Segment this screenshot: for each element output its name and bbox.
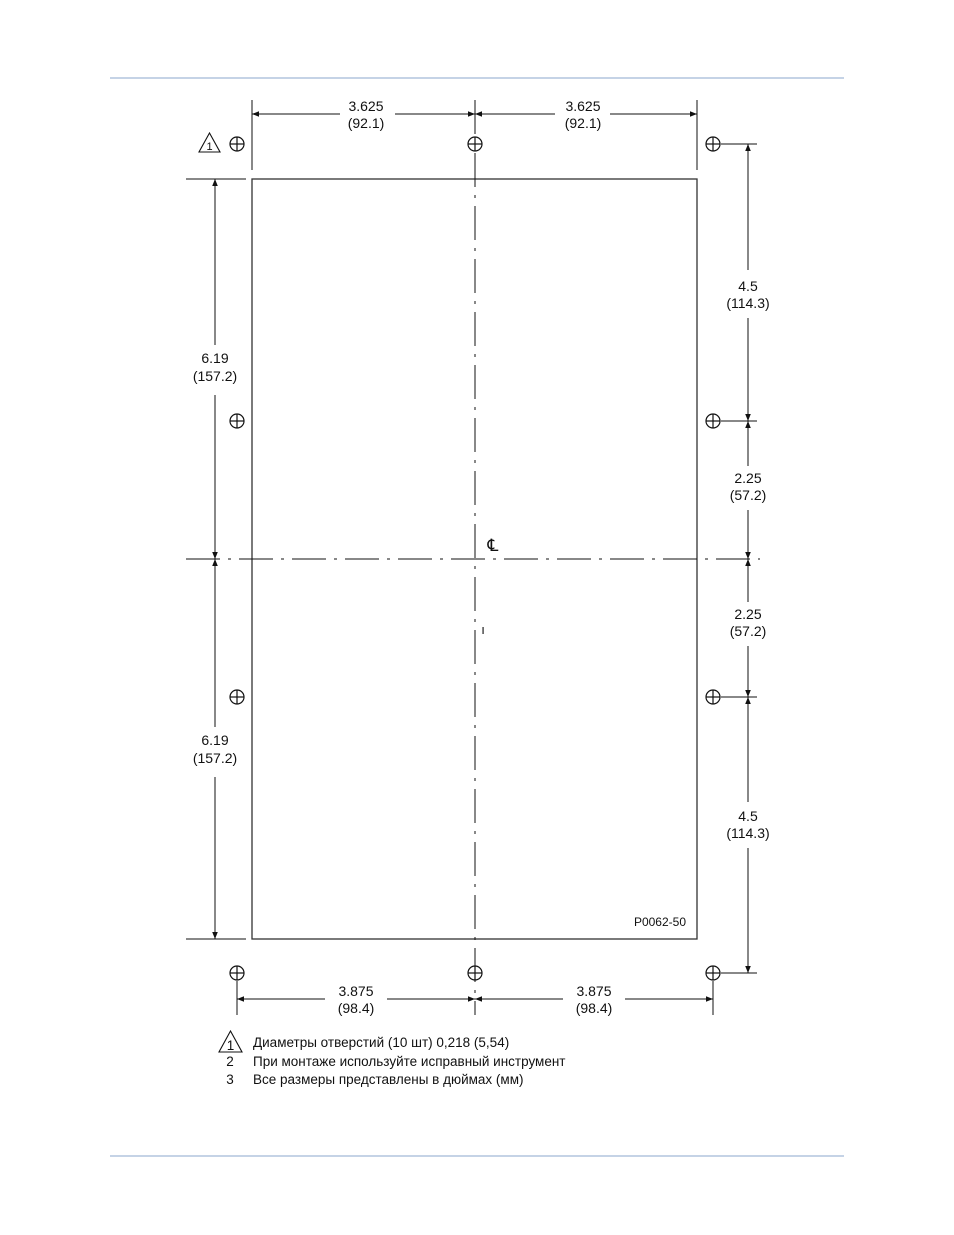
hole-marker-icon (468, 966, 482, 980)
centerline-tick: ı (481, 622, 485, 637)
note-marker-2: 2 (226, 1054, 234, 1069)
dim-bottom-right-mm: (98.4) (575, 1000, 613, 1016)
dim-left-upper-mm: (157.2) (192, 368, 238, 384)
hole-marker-icon (230, 137, 244, 151)
dim-left-lower-mm: (157.2) (192, 750, 238, 766)
dim-top-right-in: 3.625 (565, 98, 601, 114)
dim-top-left-mm: (92.1) (347, 115, 385, 131)
dim-left-lower-in: 6.19 (201, 732, 229, 748)
hole-marker-icon (706, 414, 720, 428)
dim-top-left-in: 3.625 (348, 98, 384, 114)
note-marker-1: 1 (226, 1038, 235, 1053)
dim-right-3-in: 2.25 (734, 606, 762, 622)
dim-bottom-left-in: 3.875 (338, 983, 374, 999)
dim-right-2-in: 2.25 (734, 470, 762, 486)
dim-right-1-in: 4.5 (738, 278, 758, 294)
dim-top-right-mm: (92.1) (564, 115, 602, 131)
hole-marker-icon (230, 966, 244, 980)
hole-marker-icon (230, 414, 244, 428)
note-text-3: Все размеры представлены в дюймах (мм) (253, 1072, 524, 1087)
svg-text:1: 1 (206, 141, 213, 153)
hole-marker-icon (706, 966, 720, 980)
dim-bottom-left-mm: (98.4) (337, 1000, 375, 1016)
note-text-1: Диаметры отверстий (10 шт) 0,218 (5,54) (253, 1035, 510, 1050)
hole-marker-icon (230, 690, 244, 704)
hole-marker-icon (706, 690, 720, 704)
hole-marker-icon (706, 137, 720, 151)
note-marker-3: 3 (226, 1072, 234, 1087)
dim-right-3-mm: (57.2) (729, 623, 767, 639)
note-1-triangle-icon (199, 133, 220, 153)
note-text-2: При монтаже используйте исправный инструмент (253, 1054, 566, 1069)
dim-right-4-in: 4.5 (738, 808, 758, 824)
dim-right-2-mm: (57.2) (729, 487, 767, 503)
dim-right-1-mm: (114.3) (726, 295, 770, 311)
dim-right-4-mm: (114.3) (726, 825, 770, 841)
dim-left-upper-in: 6.19 (201, 350, 229, 366)
drawing-id: P0062-50 (633, 915, 686, 929)
centerline-symbol: ℄ (487, 536, 499, 555)
dim-bottom-right-in: 3.875 (576, 983, 612, 999)
hole-marker-icon (468, 137, 482, 151)
